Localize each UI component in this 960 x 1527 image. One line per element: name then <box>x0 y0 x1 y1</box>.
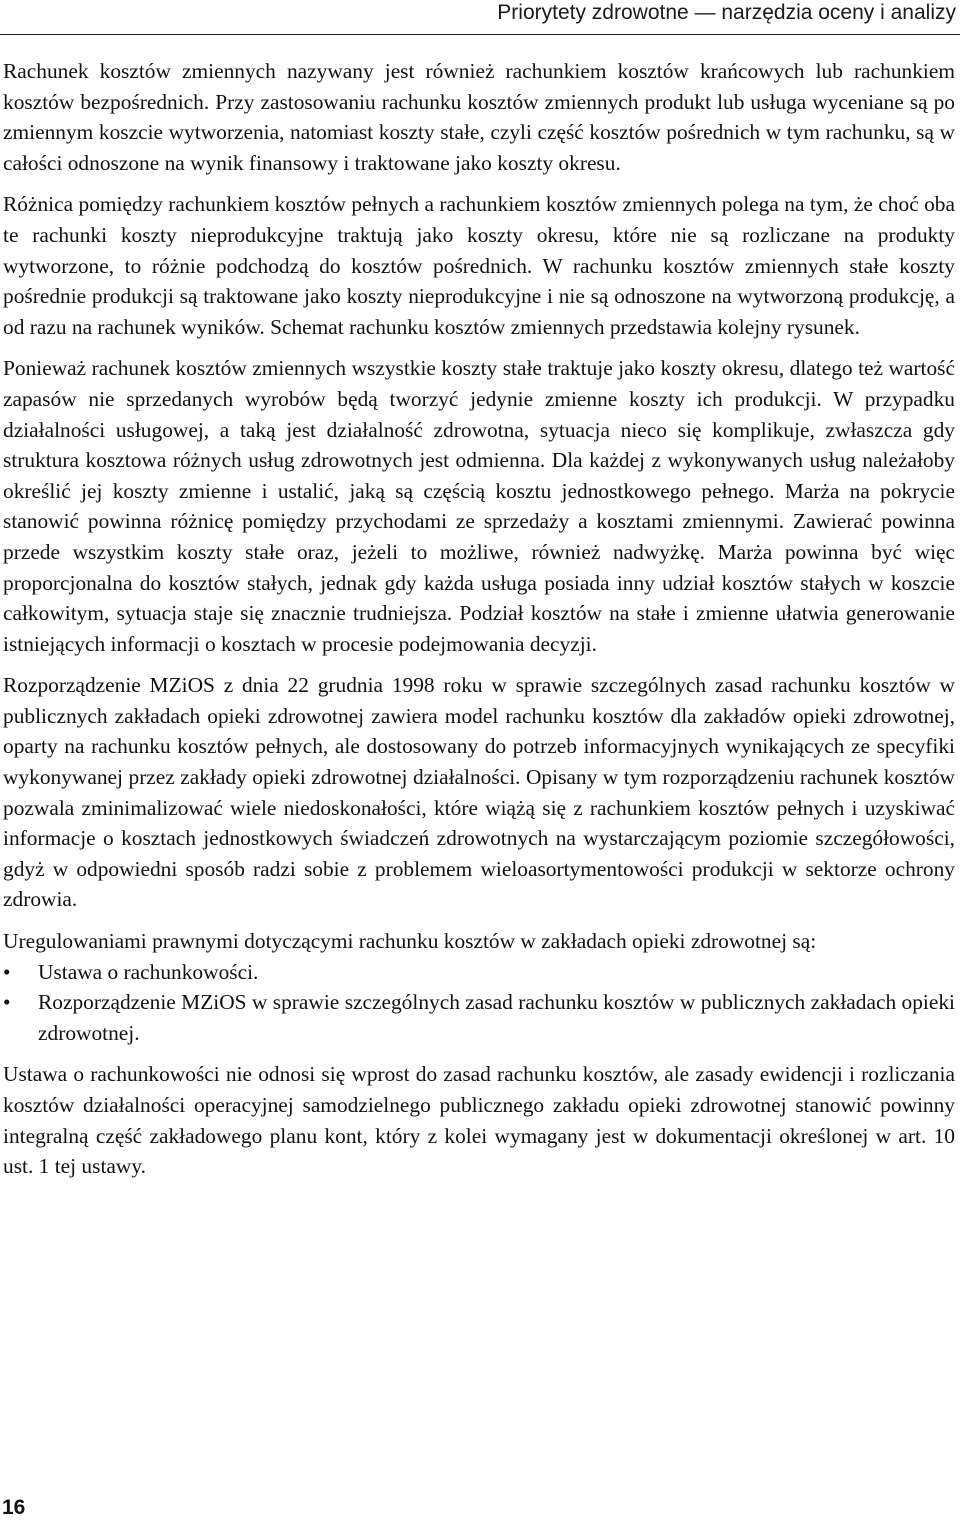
paragraph-mzios-regulation: Rozporządzenie MZiOS z dnia 22 grudnia 1998 roku w sprawie szczególnych zasad rachunku kosztów w publicznych zakładach opieki zdrowotnej zawiera model rachunku kosztów dla zakładów opieki zdrowotnej, oparty na rachunku kosztów pełnych, ale dostosowany do potrzeb informacyjnych wynikających ze specyfiki wykonywanej przez zakłady opieki zdrowotnej działalności. Opisany w tym rozporządzeniu rachunek kosztów pozwala zminimalizować wiele niedoskonałości, które wiążą się z rachunkiem kosztów pełnych i uzyskiwać informacje o kosztach jednostkowych świadczeń zdrowotnych na wystarczającym poziomie szczegółowości, gdyż w odpowiedni sposób radzi sobie z problemem wieloasortymentowości produkcji w sektorze ochrony zdrowia. <box>3 673 955 912</box>
paragraph-contribution-margin: Ponieważ rachunek kosztów zmiennych wszystkie koszty stałe traktuje jako koszty okresu, dlatego też wartość zapasów nie sprzedanych wyrobów będą tworzyć jedynie zmienne koszty ich produkcji. W przypadku działalności usługowej, a taką jest działalność zdrowotna, sytuacja nieco się komplikuje, zwłaszcza gdy struktura kosztowa różnych usług zdrowotnych jest odmienna. Dla każdej z wykonywanych usług należałoby określić jej koszty zmienne i ustalić, jaką są częścią kosztu jednostkowego pełnego. Marża na pokrycie stanowić powinna różnicę pomiędzy przychodami ze sprzedaży a kosztami zmiennymi. Zawierać powinna przede wszystkim koszty stałe oraz, jeżeli to możliwe, również nadwyżkę. Marża powinna być więc proporcjonalna do kosztów stałych, jednak gdy każda usługa posiada inny udział kosztów stałych w koszcie całkowitym, sytuacja staje się znacznie trudniejsza. Podział kosztów na stałe i zmienne ułatwia generowanie istniejących informacji o kosztach w procesie podejmowania decyzji. <box>3 356 955 656</box>
paragraph-variable-costing-definition: Rachunek kosztów zmiennych nazywany jest również rachunkiem kosztów krańcowych lub rachunkiem kosztów bezpośrednich. Przy zastosowaniu rachunku kosztów zmiennych produkt lub usługa wyceniane są po zmiennym koszcie wytworzenia, natomiast koszty stałe, czyli część kosztów pośrednich w tym rachunku, są w całości odnoszone na wynik finansowy i traktowane jako koszty okresu. <box>3 59 955 175</box>
bullet-icon: • <box>3 990 11 1015</box>
document-body <box>3 56 955 1193</box>
bullet-icon: • <box>3 959 11 984</box>
page-number: 16 <box>2 1496 26 1519</box>
paragraph-full-vs-variable-costing: Różnica pomiędzy rachunkiem kosztów pełnych a rachunkiem kosztów zmiennych polega na tym, że choć oba te rachunki koszty nieprodukcyjne traktują jako koszty okresu, które nie są rozliczane na produkty wytworzone, to różnie podchodzą do kosztów pośrednich. W rachunku kosztów zmiennych stałe koszty pośrednie produkcji są traktowane jako koszty nieprodukcyjne i nie są odnoszone na wytworzoną produkcję, a od razu na rachunek wyników. Schemat rachunku kosztów zmiennych przedstawia kolejny rysunek. <box>3 192 955 339</box>
running-header <box>0 0 960 35</box>
legal-regulations-list <box>3 957 955 1049</box>
paragraph-accounting-act: Ustawa o rachunkowości nie odnosi się wprost do zasad rachunku kosztów, ale zasady ewidencji i rozliczania kosztów działalności operacyjnej samodzielnego publicznego zakładu opieki zdrowotnej stanowić powinny integralną część zakładowego planu kont, który z kolei wymagany jest w dokumentacji określonej w art. 10 ust. 1 tej ustawy. <box>3 1062 955 1179</box>
list-item-text: Rozporządzenie MZiOS w sprawie szczególnych zasad rachunku kosztów w publicznych zakładach opieki zdrowotnej. <box>38 990 955 1045</box>
list-item-text: Ustawa o rachunkowości. <box>38 959 259 984</box>
list-item <box>3 957 955 988</box>
running-title: Priorytety zdrowotne — narzędzia oceny i analizy <box>497 1 956 24</box>
paragraph-legal-regulations-intro: Uregulowaniami prawnymi dotyczącymi rachunku kosztów w zakładach opieki zdrowotnej są: <box>3 929 817 954</box>
list-item <box>3 987 955 1048</box>
